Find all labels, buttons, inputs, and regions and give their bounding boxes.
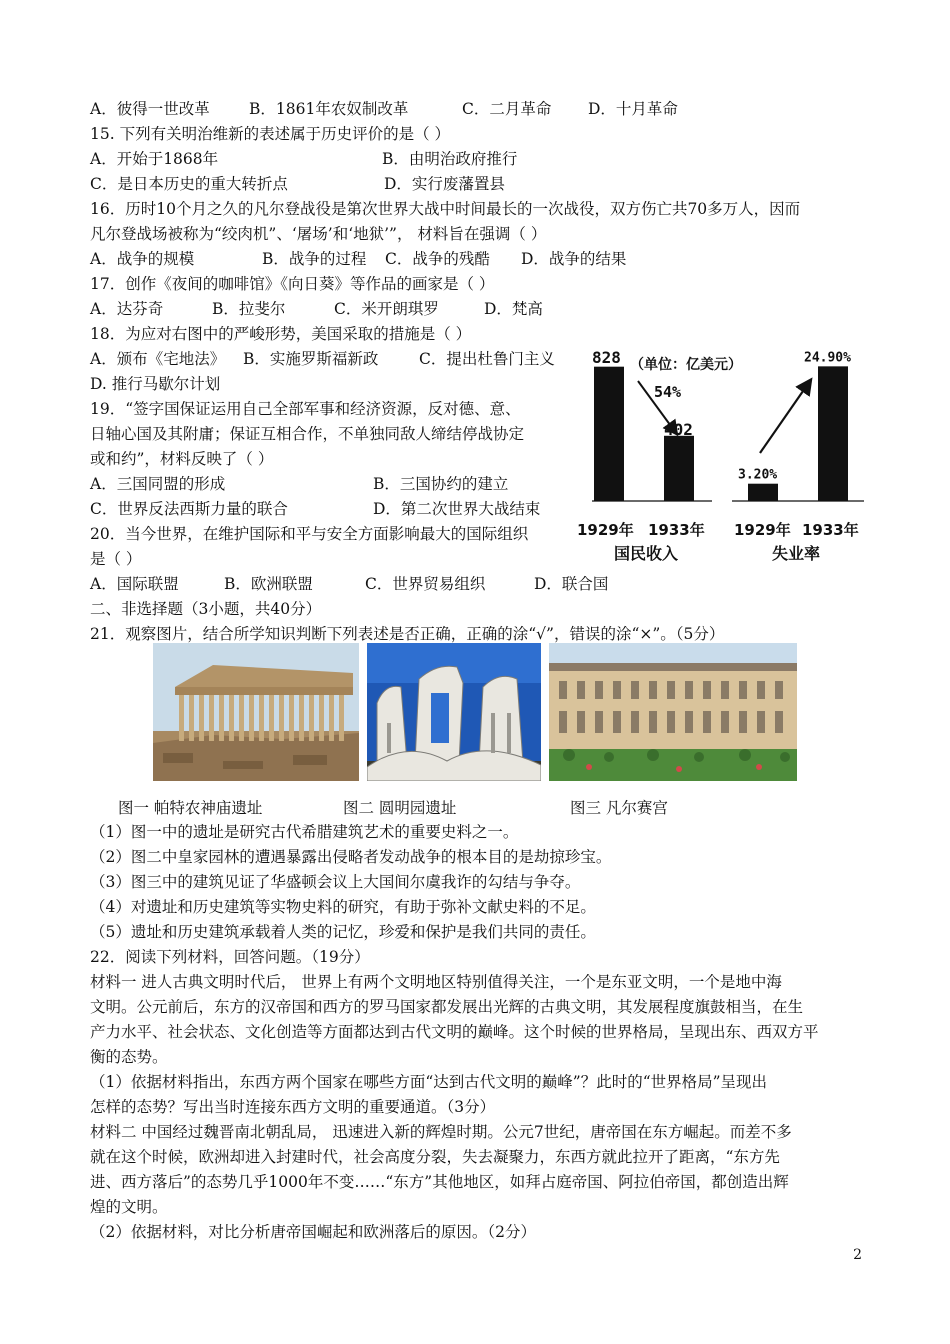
income-bar-1933 <box>664 436 694 501</box>
q18-option-b: B．实施罗斯福新政 <box>243 350 379 368</box>
material-2-line-1: 材料二 中国经过魏晋南北朝乱局， 迅速进入新的辉煌时期。公元7世纪，唐帝国在东方崛起。而差不多 <box>90 1123 792 1141</box>
q17-option-b: B．拉斐尔 <box>212 300 286 318</box>
unemployment-label-1929: 3.20% <box>738 467 778 483</box>
material-1-line-3: 产力水平、社会状态、文化创造等方面都达到古代文明的巅峰。这个时候的世界格局，呈现出东、西双方平 <box>90 1023 819 1041</box>
q18-option-a: A．颁布《宅地法》 <box>90 350 226 368</box>
unemployment-bar-1933 <box>818 366 848 501</box>
page-number: 2 <box>853 1247 862 1263</box>
income-bar-1929 <box>594 367 624 501</box>
caption-figure-1: 图一 帕特农神庙遗址 <box>118 799 263 817</box>
q22-part-1-line-1: （1）依据材料指出，东西方两个国家在哪些方面“达到古代文明的巅峰”？此时的“世界格局”呈现出 <box>90 1073 768 1091</box>
q18-stem: 18．为应对右图中的严峻形势，美国采取的措施是（ ） <box>90 325 472 343</box>
q16-stem-2: 凡尔登战场被称为“绞肉机”、‘屠场’和‘地狱’”， 材料旨在强调（ ） <box>90 225 547 243</box>
q21-statement-1: （1）图一中的遗址是研究古代希腊建筑艺术的重要史料之一。 <box>90 823 519 841</box>
material-1-line-4: 衡的态势。 <box>90 1048 168 1066</box>
q22-part-2: （2）依据材料，对比分析唐帝国崛起和欧洲落后的原因。（2分） <box>90 1223 536 1241</box>
unemployment-label-1933: 24.90% <box>804 350 851 366</box>
q16-option-a: A．战争的规模 <box>90 250 195 268</box>
q20-option-d: D．联合国 <box>534 575 609 593</box>
q17-option-c: C．米开朗琪罗 <box>334 300 439 318</box>
material-2-line-2: 就在这个时候，欧洲却进入封建时代，社会高度分裂，失去凝聚力，东西方就此拉开了距离，“东方先 <box>90 1148 780 1166</box>
unemployment-title: 失业率 <box>772 544 821 563</box>
q16-option-b: B．战争的过程 <box>262 250 367 268</box>
unemployment-cat-1929: 1929年 <box>734 521 791 539</box>
parthenon-photo <box>153 643 359 781</box>
q15-option-a: A．开始于1868年 <box>90 150 219 168</box>
q20-stem-2: 是（ ） <box>90 550 142 568</box>
charts-svg <box>572 343 872 565</box>
q19-stem-1: 19．“签字国保证运用自己全部军事和经济资源，反对德、意、 <box>90 400 521 418</box>
q15-option-c: C．是日本历史的重大转折点 <box>90 175 288 193</box>
q14-option-d: D．十月革命 <box>588 100 678 118</box>
q20-option-a: A．国际联盟 <box>90 575 179 593</box>
versailles-photo <box>549 643 797 781</box>
section-2-heading: 二、非选择题（3小题，共40分） <box>90 600 322 618</box>
income-title: 国民收入 <box>614 544 679 563</box>
q21-statement-3: （3）图三中的建筑见证了华盛顿会议上大国间尔虞我诈的勾结与争夺。 <box>90 873 581 891</box>
income-drop-annotation: 54% <box>654 383 682 401</box>
income-label-1929: 828 <box>592 348 621 367</box>
q20-option-c: C．世界贸易组织 <box>365 575 486 593</box>
q21-statement-4: （4）对遗址和历史建筑等实物史料的研究，有助于弥补文献史料的不足。 <box>90 898 596 916</box>
yuanmingyuan-photo <box>367 643 541 781</box>
income-label-1933: 402 <box>664 420 693 439</box>
q16-stem-1: 16．历时10个月之久的凡尔登战役是第次世界大战中时间最长的一次战役，双方伤亡共70多万人，因而 <box>90 200 801 218</box>
q21-statement-5: （5）遗址和历史建筑承载着人类的记忆，珍爱和保护是我们共同的责任。 <box>90 923 596 941</box>
unemployment-cat-1933: 1933年 <box>802 521 859 539</box>
q19-stem-2: 日轴心国及其附庸；保证互相合作，不单独同敌人缔结停战协定 <box>90 425 525 443</box>
q19-stem-3: 或和约”，材料反映了（ ） <box>90 450 274 468</box>
q18-option-d: D. 推行马歇尔计划 <box>90 375 221 393</box>
caption-figure-2: 图二 圆明园遗址 <box>343 799 457 817</box>
q22-stem: 22．阅读下列材料，回答问题。（19分） <box>90 948 370 966</box>
q19-option-a: A．三国同盟的形成 <box>90 475 226 493</box>
us-economy-charts <box>572 343 872 565</box>
q20-stem-1: 20．当今世界，在维护国际和平与安全方面影响最大的国际组织 <box>90 525 529 543</box>
q15-stem: 15. 下列有关明治维新的表述属于历史评价的是（ ） <box>90 125 451 143</box>
unemployment-rise-arrow <box>760 381 810 453</box>
q16-option-d: D．战争的结果 <box>521 250 627 268</box>
material-2-line-4: 煌的文明。 <box>90 1198 168 1216</box>
q15-option-d: D．实行废藩置县 <box>384 175 505 193</box>
q20-option-b: B．欧洲联盟 <box>224 575 313 593</box>
q14-option-b: B．1861年农奴制改革 <box>249 100 409 118</box>
q22-part-1-line-2: 怎样的态势？写出当时连接东西方文明的重要通道。（3分） <box>90 1098 496 1116</box>
q18-option-c: C．提出杜鲁门主义 <box>419 350 555 368</box>
q14-option-c: C．二月革命 <box>462 100 552 118</box>
caption-figure-3: 图三 凡尔赛宫 <box>570 799 668 817</box>
q19-option-c: C．世界反法西斯力量的联合 <box>90 500 288 518</box>
q21-statement-2: （2）图二中皇家园林的遭遇暴露出侵略者发动战争的根本目的是劫掠珍宝。 <box>90 848 612 866</box>
q15-option-b: B．由明治政府推行 <box>382 150 518 168</box>
material-1-line-1: 材料一 进人古典文明时代后， 世界上有两个文明地区特别值得关注，一个是东亚文明，一个是地中海 <box>90 973 782 991</box>
unemployment-bar-1929 <box>748 484 778 501</box>
q19-option-d: D．第二次世界大战结束 <box>373 500 541 518</box>
q17-stem: 17．创作《夜间的咖啡馆》《向日葵》等作品的画家是（ ） <box>90 275 495 293</box>
q17-option-a: A．达芬奇 <box>90 300 164 318</box>
q16-option-c: C．战争的残酷 <box>385 250 490 268</box>
q19-option-b: B．三国协约的建立 <box>373 475 509 493</box>
q17-option-d: D．梵高 <box>484 300 543 318</box>
material-1-line-2: 文明。公元前后，东方的汉帝国和西方的罗马国家都发展出光辉的古典文明，其发展程度旗鼓相当，在生 <box>90 998 804 1016</box>
q14-option-a: A．彼得一世改革 <box>90 100 210 118</box>
material-2-line-3: 进、西方落后”的态势几乎1000年不变……“东方”其他地区，如拜占庭帝国、阿拉伯帝国，都创造出辉 <box>90 1173 789 1191</box>
income-cat-1929: 1929年 <box>577 521 634 539</box>
q21-stem: 21．观察图片，结合所学知识判断下列表述是否正确，正确的涂“√”，错误的涂“×”。（5分） <box>90 625 725 643</box>
income-cat-1933: 1933年 <box>648 521 705 539</box>
income-unit-note: （单位：亿美元） <box>630 357 742 373</box>
